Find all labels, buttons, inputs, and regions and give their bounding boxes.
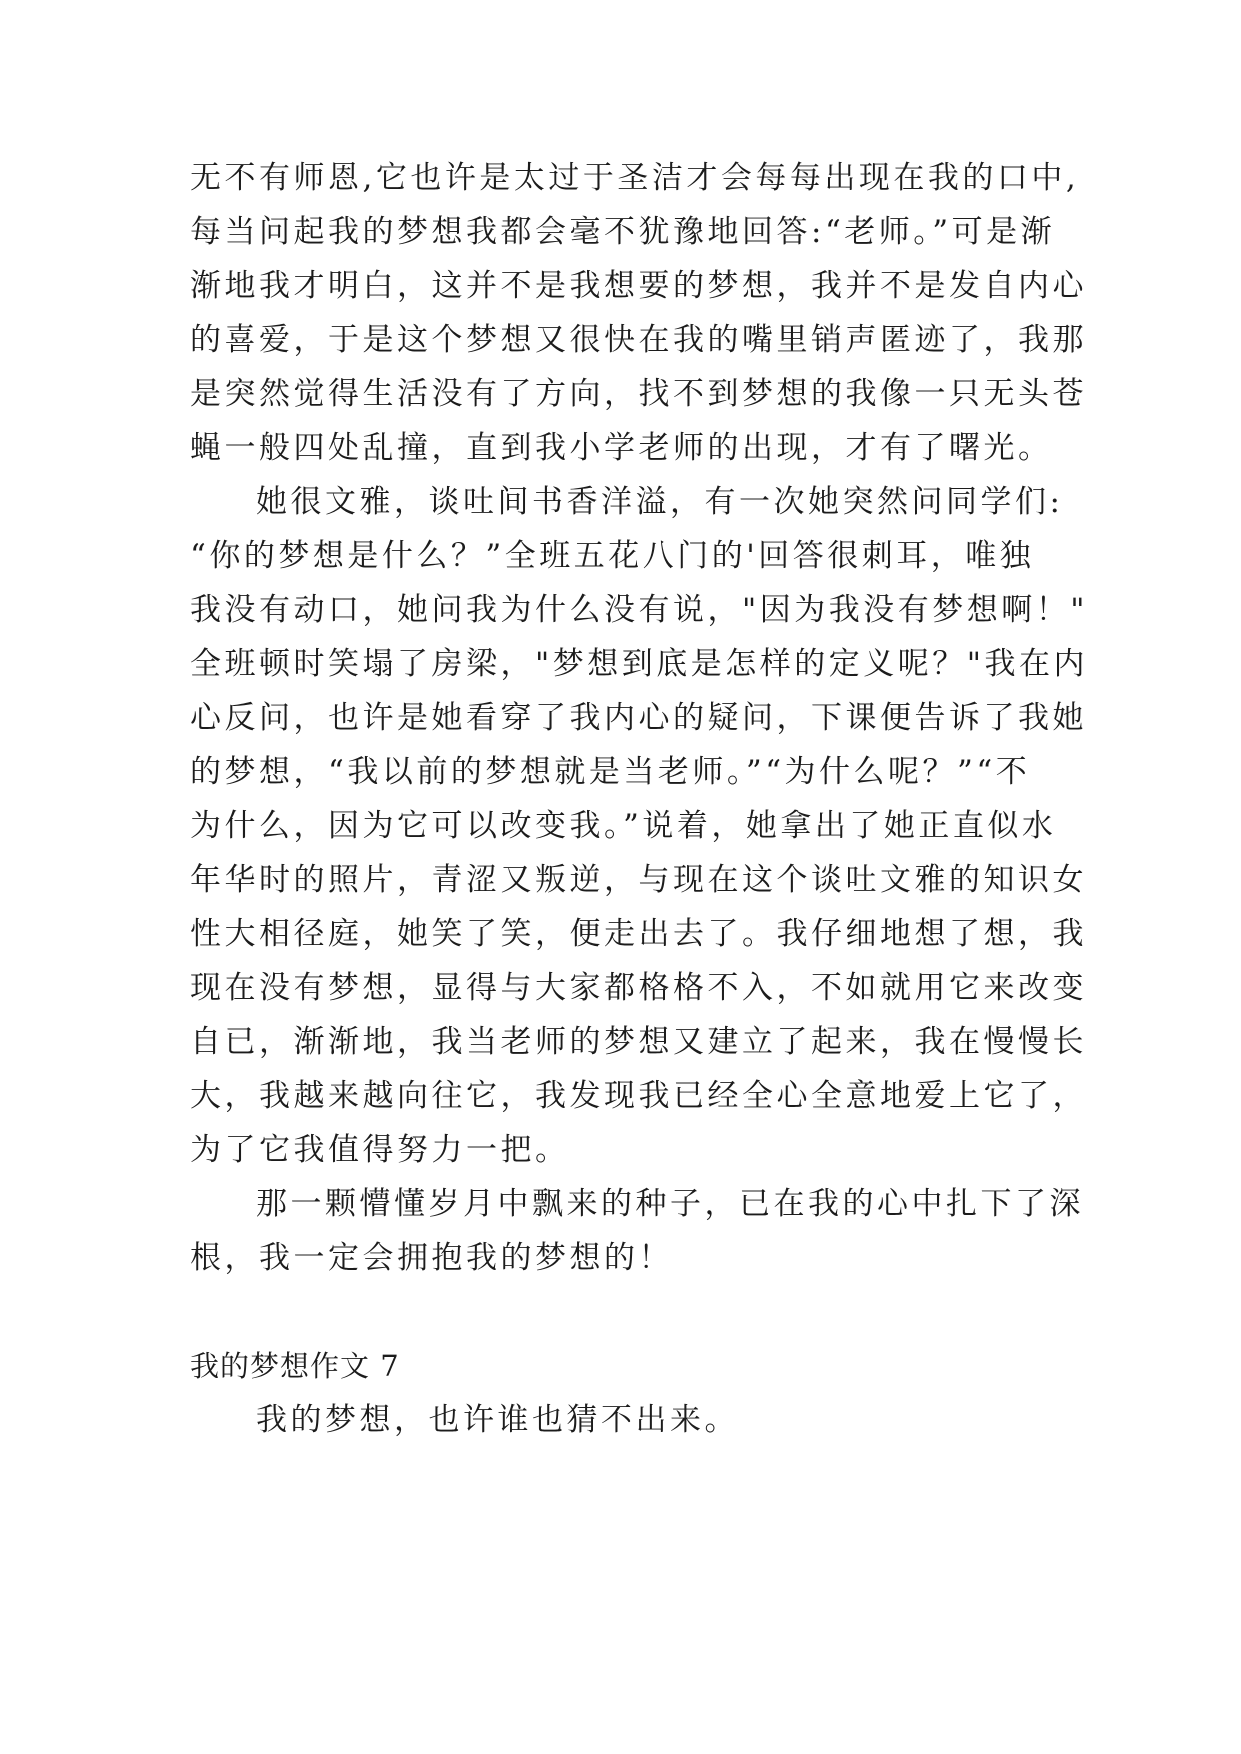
text-line: 是突然觉得生活没有了方向，找不到梦想的我像一只无头苍 [190,376,1087,412]
text-line: 渐地我才明白，这并不是我想要的梦想，我并不是发自内心 [190,268,1087,304]
text-line: 为了它我值得努力一把。 [190,1132,570,1168]
text-line: 心反问，也许是她看穿了我内心的疑问，下课便告诉了我她 [190,700,1087,736]
text-line: 为什么，因为它可以改变我。”说着，她拿出了她正直似水 [190,808,1057,844]
text-line: 现在没有梦想，显得与大家都格格不入，不如就用它来改变 [190,970,1087,1006]
text-line: 全班顿时笑塌了房梁，"梦想到底是怎样的定义呢？"我在内 [190,646,1089,682]
text-line: 自已，渐渐地，我当老师的梦想又建立了起来，我在慢慢长 [190,1024,1087,1060]
paragraph-start-line: 她很文雅，谈吐间书香洋溢，有一次她突然问同学们: [256,484,1064,520]
text-line: 的喜爱，于是这个梦想又很快在我的嘴里销声匿迹了，我那 [190,322,1087,358]
text-line: 性大相径庭，她笑了笑，便走出去了。我仔细地想了想，我 [190,916,1087,952]
paragraph-start-line: 那一颗懵懂岁月中飘来的种子，已在我的心中扎下了深 [256,1186,1084,1222]
text-line: “你的梦想是什么？”全班五花八门的'回答很刺耳，唯独 [190,538,1035,574]
text-line: 每当问起我的梦想我都会毫不犹豫地回答:“老师。”可是渐 [190,214,1056,250]
text-line: 大，我越来越向往它，我发现我已经全心全意地爱上它了， [190,1078,1087,1114]
text-line: 蝇一般四处乱撞，直到我小学老师的出现，才有了曙光。 [190,430,1053,466]
text-line: 无不有师恩,它也许是太过于圣洁才会每每出现在我的口中, [190,160,1080,196]
text-line: 我没有动口，她问我为什么没有说，"因为我没有梦想啊！" [190,592,1089,628]
text-line: 根，我一定会拥抱我的梦想的！ [190,1240,673,1276]
paragraph-start-line: 我的梦想，也许谁也猜不出来。 [256,1402,739,1438]
text-line: 的梦想，“我以前的梦想就是当老师。”“为什么呢？”“不 [190,754,1031,790]
section-heading: 我的梦想作文 7 [190,1349,400,1383]
text-line: 年华时的照片，青涩又叛逆，与现在这个谈吐文雅的知识女 [190,862,1087,898]
